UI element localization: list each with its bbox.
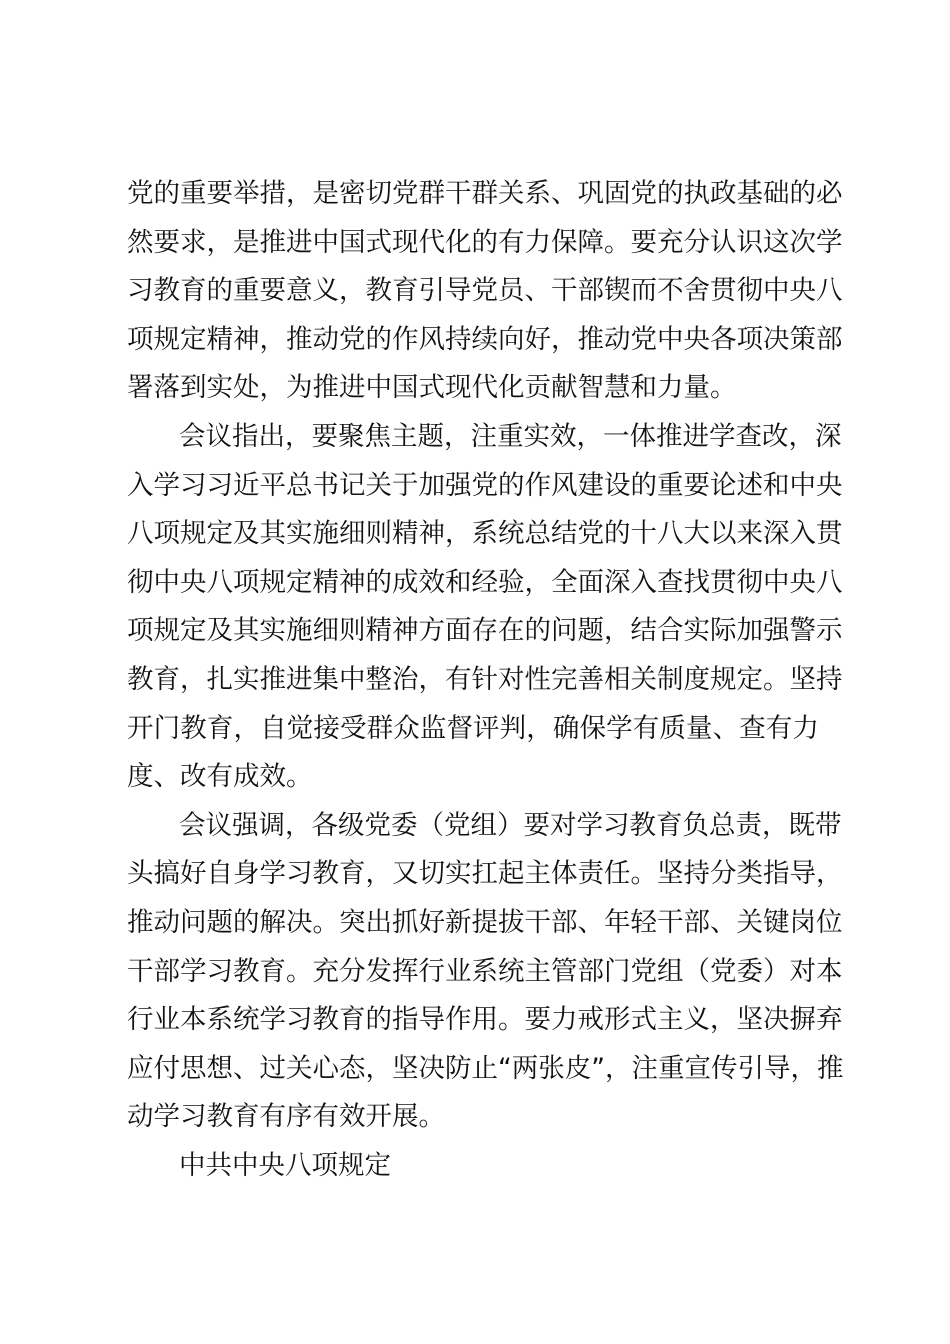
text-line: 会议指出，要聚焦主题，注重实效，一体推进学查改，深 <box>179 420 842 452</box>
text-line: 署落到实处，为推进中国式现代化贡献智慧和力量。 <box>127 372 737 404</box>
text-line: 习教育的重要意义，教育引导党员、干部锲而不舍贯彻中央八 <box>127 275 843 307</box>
paragraph-3 <box>127 802 844 1142</box>
text-line: 党的重要举措，是密切党群干群关系、巩固党的执政基础的必 <box>127 178 843 209</box>
text-line: 八项规定及其实施细则精神，系统总结党的十八大以来深入贯 <box>127 518 843 550</box>
text-line: 入学习习近平总书记关于加强党的作风建设的重要论述和中央 <box>127 469 843 501</box>
text-line: 应付思想、过关心态，坚决防止“两张皮”，注重宣传引导，推 <box>127 1052 844 1084</box>
text-line: 教育，扎实推进集中整治，有针对性完善相关制度规定。坚持 <box>127 663 843 695</box>
text-line: 推动问题的解决。突出抓好新提拔干部、年轻干部、关键岗位 <box>127 906 843 938</box>
paragraph-4 <box>127 1142 819 1191</box>
document-body <box>127 170 844 1190</box>
text-line: 度、改有成效。 <box>127 761 313 793</box>
text-line: 项规定精神，推动党的作风持续向好，推动党中央各项决策部 <box>127 323 843 355</box>
paragraph-1 <box>127 170 843 413</box>
text-line: 然要求，是推进中国式现代化的有力保障。要充分认识这次学 <box>127 226 843 258</box>
text-line: 干部学习教育。充分发挥行业系统主管部门党组（党委）对本 <box>127 955 843 987</box>
text-line: 项规定及其实施细则精神方面存在的问题，结合实际加强警示 <box>127 615 843 647</box>
text-line: 会议强调，各级党委（党组）要对学习教育负总责，既带 <box>179 809 842 841</box>
paragraph-2 <box>127 413 843 802</box>
text-line: 行业本系统学习教育的指导作用。要力戒形式主义，坚决摒弃 <box>127 1004 843 1036</box>
text-line: 中共中央八项规定 <box>179 1149 391 1181</box>
text-line: 动学习教育有序有效开展。 <box>127 1101 445 1133</box>
text-line: 开门教育，自觉接受群众监督评判，确保学有质量、查有力 <box>127 712 819 744</box>
text-line: 头搞好自身学习教育，又切实扛起主体责任。坚持分类指导， <box>127 858 843 890</box>
text-line: 彻中央八项规定精神的成效和经验，全面深入查找贯彻中央八 <box>127 566 843 598</box>
